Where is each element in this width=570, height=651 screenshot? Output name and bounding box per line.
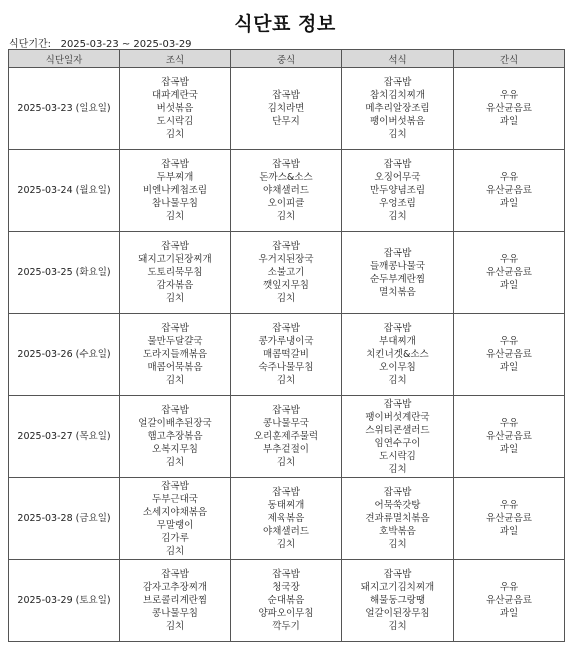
page-title: 식단표 정보 — [234, 13, 336, 35]
menu-item: 콩나물무국 — [263, 418, 309, 429]
menu-item: 유산균음료 — [486, 185, 532, 196]
menu-item: 우유 — [499, 418, 519, 429]
menu-item: 잡곡밥 — [383, 569, 412, 580]
menu-item: 감자고추장찌개 — [142, 582, 208, 593]
menu-item: 김치 — [388, 463, 407, 475]
menu-item: 제육볶음 — [267, 513, 305, 524]
menu-item: 참나물무침 — [152, 198, 198, 209]
lunch-cell — [231, 396, 342, 478]
menu-item: 유산균음료 — [486, 267, 532, 278]
menu-item: 잡곡밥 — [161, 241, 189, 252]
menu-item: 우유 — [499, 336, 519, 347]
menu-item: 돼지고기김치찌개 — [360, 582, 435, 593]
menu-item: 김치라면 — [267, 103, 305, 114]
breakfast-cell — [120, 232, 231, 314]
menu-item: 김치 — [165, 129, 185, 140]
table-row — [9, 478, 565, 560]
lunch-cell — [231, 232, 342, 314]
menu-item: 과일 — [499, 198, 519, 209]
menu-item: 김치 — [165, 293, 185, 304]
menu-item: 유산균음료 — [486, 431, 532, 442]
menu-item: 오이피클 — [267, 198, 305, 209]
menu-item: 김치 — [276, 293, 296, 304]
table-row — [9, 396, 565, 478]
menu-item: 잡곡밥 — [161, 480, 189, 492]
menu-item: 양파오이무침 — [258, 608, 314, 619]
menu-item: 김치 — [165, 457, 185, 468]
table-row — [9, 314, 565, 396]
menu-item: 깍두기 — [272, 621, 300, 632]
lunch-cell — [231, 314, 342, 396]
lunch-cell — [231, 478, 342, 560]
menu-item: 잡곡밥 — [161, 405, 189, 416]
menu-item: 콩가루냉이국 — [258, 336, 314, 347]
menu-item: 우유 — [499, 500, 519, 511]
menu-item: 김치 — [165, 545, 185, 557]
menu-item: 멸치볶음 — [379, 286, 416, 298]
menu-item: 들깨콩나물국 — [369, 260, 426, 272]
meal-plan-table — [8, 49, 565, 642]
menu-item: 잡곡밥 — [383, 77, 412, 88]
menu-item: 잡곡밥 — [383, 398, 412, 410]
menu-item: 잡곡밥 — [272, 405, 300, 416]
menu-item: 과일 — [499, 444, 519, 455]
menu-item: 팽이버섯계란국 — [365, 411, 430, 423]
header-dinner: 석식 — [342, 50, 454, 68]
menu-item: 유산균음료 — [486, 349, 532, 360]
menu-item: 버섯볶음 — [156, 103, 194, 114]
menu-item: 잡곡밥 — [272, 241, 300, 252]
menu-item: 김가루 — [161, 532, 189, 544]
meal-period-label: 식단기간: — [9, 39, 52, 50]
menu-item: 치킨너겟&소스 — [366, 349, 429, 360]
date-cell: 2025-03-27 (목요일) — [9, 396, 120, 478]
menu-item: 오징어무국 — [374, 172, 421, 183]
menu-item: 어묵쑥갓탕 — [374, 500, 421, 511]
menu-item: 잡곡밥 — [161, 77, 189, 88]
menu-item: 야채샐러드 — [263, 526, 309, 537]
menu-item: 팽이버섯볶음 — [369, 116, 426, 127]
menu-item: 깻잎지무침 — [263, 280, 309, 291]
menu-item: 호박볶음 — [379, 526, 416, 537]
dinner-cell — [342, 396, 454, 478]
menu-item: 감자볶음 — [156, 280, 194, 291]
menu-item: 김치 — [276, 457, 296, 468]
menu-item: 잡곡밥 — [272, 487, 300, 498]
dinner-cell — [342, 314, 454, 396]
meal-period-value: 2025-03-23 ~ 2025-03-29 — [60, 39, 192, 50]
table-row — [9, 560, 565, 642]
menu-item: 유산균음료 — [486, 513, 532, 524]
menu-item: 우유 — [499, 254, 519, 265]
menu-item: 단무지 — [272, 116, 300, 127]
menu-item: 도토리묵무침 — [147, 267, 203, 278]
date-cell: 2025-03-26 (수요일) — [9, 314, 120, 396]
menu-item: 햄고추장볶음 — [147, 431, 203, 442]
menu-item: 김치 — [165, 375, 185, 386]
menu-item: 숙주나물무침 — [258, 362, 314, 373]
date-cell: 2025-03-24 (월요일) — [9, 150, 120, 232]
menu-item: 과일 — [499, 280, 519, 291]
table-body — [9, 68, 565, 642]
table-row — [9, 68, 565, 150]
lunch-cell — [231, 68, 342, 150]
menu-item: 잡곡밥 — [161, 159, 189, 170]
menu-item: 소불고기 — [267, 267, 305, 278]
menu-item: 과일 — [499, 362, 519, 373]
menu-item: 우유 — [499, 582, 519, 593]
menu-item: 순두부계란찜 — [369, 273, 426, 285]
menu-item: 대파계란국 — [152, 90, 198, 101]
menu-item: 김치 — [388, 621, 407, 632]
dinner-cell — [342, 68, 454, 150]
menu-item: 스위티콘샐러드 — [365, 424, 430, 436]
menu-item: 잡곡밥 — [272, 159, 300, 170]
menu-item: 김치 — [276, 211, 296, 222]
snack-cell — [454, 150, 565, 232]
menu-item: 과일 — [499, 116, 519, 127]
dinner-cell — [342, 232, 454, 314]
date-cell: 2025-03-25 (화요일) — [9, 232, 120, 314]
snack-cell — [454, 314, 565, 396]
menu-item: 참치김치찌개 — [369, 90, 426, 101]
menu-item: 동태찌개 — [267, 500, 305, 511]
menu-item: 임연수구이 — [374, 437, 421, 449]
table-header-row — [9, 50, 565, 68]
menu-item: 잡곡밥 — [272, 569, 300, 580]
menu-item: 과일 — [499, 526, 519, 537]
lunch-cell — [231, 150, 342, 232]
menu-item: 부대찌개 — [379, 336, 416, 347]
menu-item: 순대볶음 — [267, 595, 305, 606]
menu-item: 잡곡밥 — [383, 247, 412, 259]
menu-item: 오이무침 — [379, 362, 416, 373]
menu-item: 오복지무침 — [152, 444, 198, 455]
menu-item: 잡곡밥 — [272, 323, 300, 334]
menu-item: 김치 — [388, 211, 407, 222]
snack-cell — [454, 68, 565, 150]
menu-item: 도라지들깨볶음 — [142, 349, 208, 360]
menu-item: 청국장 — [272, 582, 300, 593]
menu-item: 유산균음료 — [486, 103, 532, 114]
date-cell: 2025-03-29 (토요일) — [9, 560, 120, 642]
dinner-cell — [342, 150, 454, 232]
menu-item: 김치 — [388, 539, 407, 550]
menu-item: 도시락김 — [379, 450, 416, 462]
menu-item: 소세지야채볶음 — [142, 506, 208, 518]
header-breakfast: 조식 — [120, 50, 231, 68]
meal-period — [9, 35, 192, 50]
snack-cell — [454, 478, 565, 560]
menu-item: 부추겉절이 — [263, 444, 309, 455]
menu-item: 얼갈이배추된장국 — [138, 418, 212, 429]
menu-item: 우엉조림 — [379, 198, 416, 209]
menu-item: 잡곡밥 — [161, 569, 189, 580]
dinner-cell — [342, 478, 454, 560]
header-lunch: 중식 — [231, 50, 342, 68]
breakfast-cell — [120, 560, 231, 642]
breakfast-cell — [120, 478, 231, 560]
menu-item: 유산균음료 — [486, 595, 532, 606]
menu-item: 두부찌개 — [156, 172, 194, 183]
menu-item: 돈까스&소스 — [259, 172, 313, 183]
menu-item: 도시락김 — [156, 116, 194, 127]
table-row — [9, 232, 565, 314]
snack-cell — [454, 396, 565, 478]
menu-item: 메추리알장조림 — [365, 103, 430, 114]
date-cell: 2025-03-28 (금요일) — [9, 478, 120, 560]
menu-item: 두부근대국 — [152, 493, 198, 505]
menu-item: 오리훈제주물럭 — [253, 431, 319, 442]
menu-item: 브로콜리계란찜 — [142, 595, 208, 606]
menu-item: 김치 — [165, 211, 185, 222]
breakfast-cell — [120, 314, 231, 396]
menu-item: 김치 — [276, 375, 296, 386]
menu-item: 잡곡밥 — [383, 487, 412, 498]
menu-item: 만두양념조림 — [369, 185, 426, 196]
menu-item: 우유 — [499, 172, 519, 183]
date-cell: 2025-03-23 (일요일) — [9, 68, 120, 150]
menu-item: 김치 — [165, 621, 185, 632]
menu-item: 비엔나케첩조림 — [142, 185, 208, 196]
menu-item: 매콤어묵볶음 — [147, 362, 203, 373]
menu-item: 얼갈이된장무침 — [365, 608, 430, 619]
menu-item: 매콤떡갈비 — [263, 349, 309, 360]
menu-item: 김치 — [388, 129, 407, 140]
menu-item: 잡곡밥 — [383, 159, 412, 170]
menu-item: 무말랭이 — [156, 519, 194, 531]
menu-item: 야채샐러드 — [263, 185, 309, 196]
menu-item: 물만두달걀국 — [147, 336, 203, 347]
breakfast-cell — [120, 150, 231, 232]
header-date: 식단일자 — [9, 50, 120, 68]
menu-item: 잡곡밥 — [272, 90, 300, 101]
menu-item: 김치 — [276, 539, 296, 550]
menu-item: 잡곡밥 — [383, 323, 412, 334]
table-row — [9, 150, 565, 232]
menu-item: 김치 — [388, 375, 407, 386]
lunch-cell — [231, 560, 342, 642]
menu-item: 우유 — [499, 90, 519, 101]
snack-cell — [454, 232, 565, 314]
menu-item: 콩나물무침 — [152, 608, 198, 619]
header-snack: 간식 — [454, 50, 565, 68]
menu-item: 견과류멸치볶음 — [365, 513, 430, 524]
breakfast-cell — [120, 396, 231, 478]
menu-item: 과일 — [499, 608, 519, 619]
breakfast-cell — [120, 68, 231, 150]
dinner-cell — [342, 560, 454, 642]
menu-item: 우거지된장국 — [258, 254, 314, 265]
snack-cell — [454, 560, 565, 642]
menu-item: 잡곡밥 — [161, 323, 189, 334]
menu-item: 해물동그랑땡 — [369, 595, 426, 606]
menu-item: 돼지고기된장찌개 — [138, 254, 212, 265]
